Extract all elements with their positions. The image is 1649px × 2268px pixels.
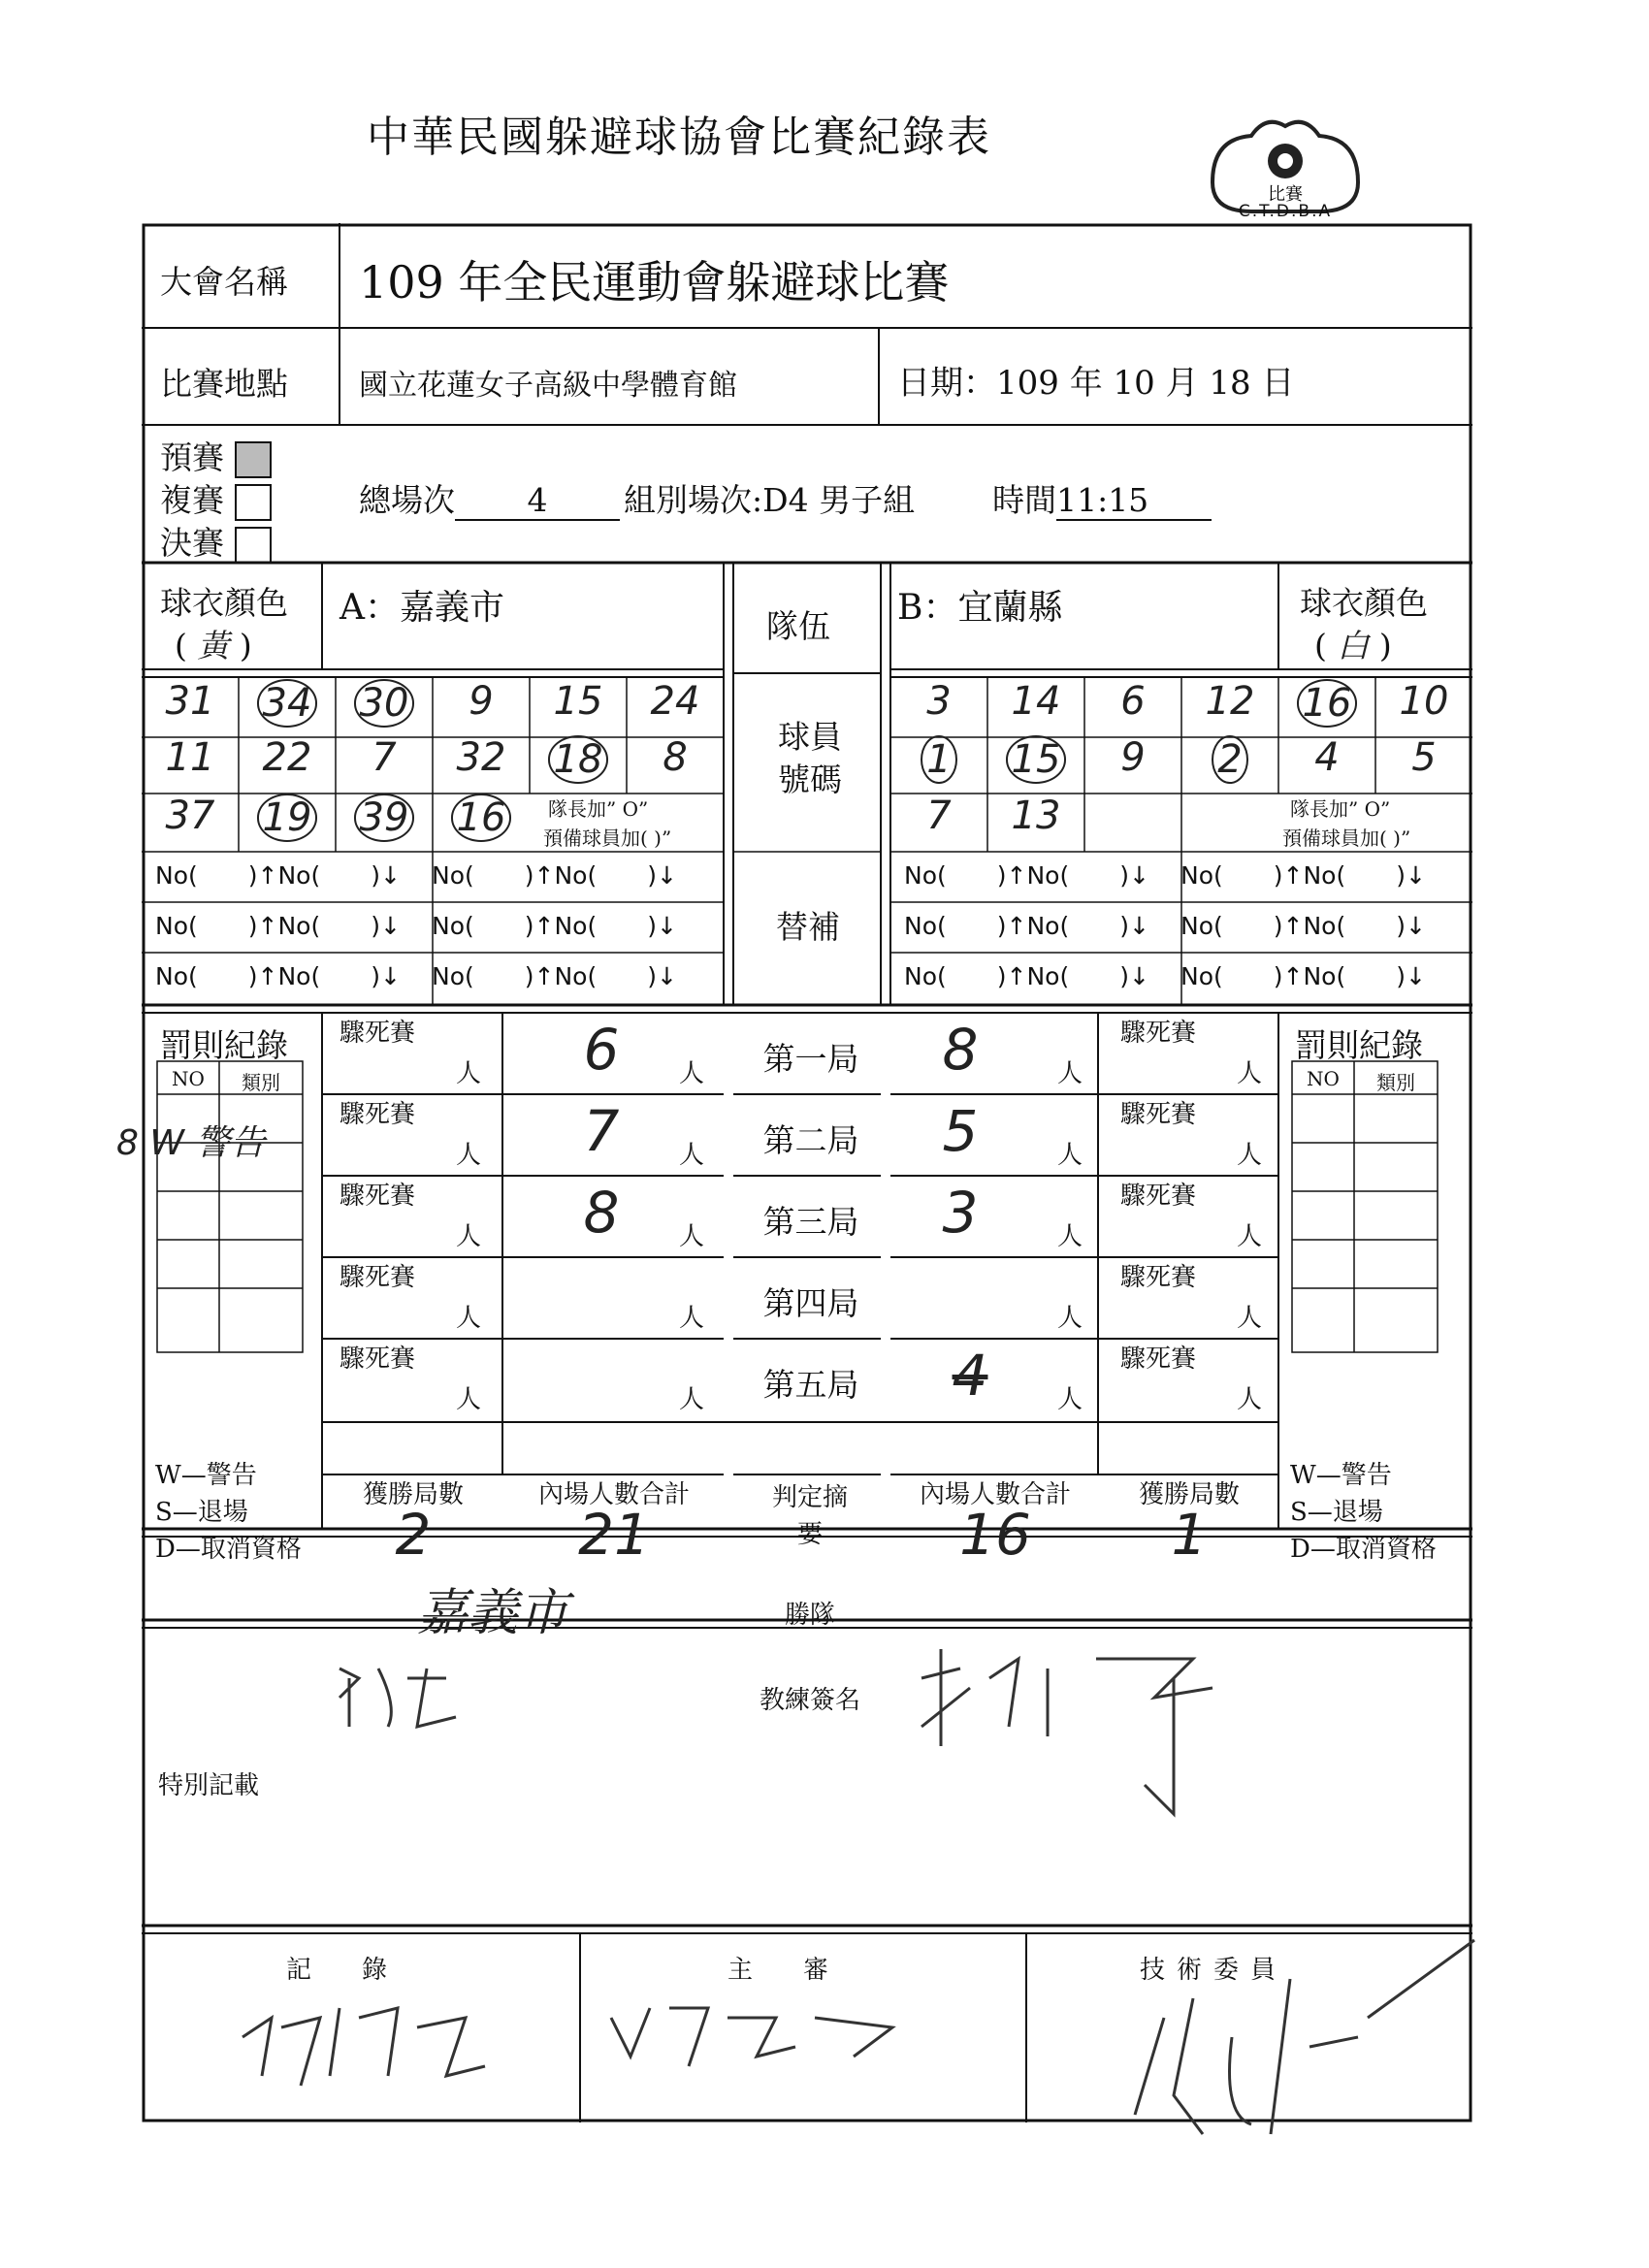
b-inner-total-label: 內場人數合計 xyxy=(919,1480,1071,1509)
a-set-unit: 人 xyxy=(679,1222,705,1251)
sub-down-label: )↓ xyxy=(371,912,401,940)
player-number xyxy=(987,735,1084,784)
player-number xyxy=(530,679,627,724)
player-number xyxy=(142,794,239,838)
b-sudden-death-unit: 人 xyxy=(1237,1222,1263,1251)
b-set-unit: 人 xyxy=(1057,1304,1083,1333)
a-inner-total: 21 xyxy=(578,1502,650,1568)
substitution-entry[interactable] xyxy=(155,962,401,990)
player-number xyxy=(1375,735,1472,780)
a-set-unit: 人 xyxy=(679,1059,705,1088)
player-number-value: 7 xyxy=(926,794,952,838)
player-number-value: 9 xyxy=(1120,735,1146,780)
player-number-value: 32 xyxy=(456,735,506,780)
repechage-label: 複賽 xyxy=(160,481,224,519)
recorder-signature xyxy=(233,1979,524,2095)
b-sudden-death-unit: 人 xyxy=(1237,1385,1263,1414)
team-b-name: B：宜蘭縣 xyxy=(897,588,1063,628)
b-sudden-death-label: 驟死賽 xyxy=(1120,1345,1197,1374)
player-number-value: 7 xyxy=(372,735,397,780)
set-name: 第一局 xyxy=(762,1040,859,1078)
player-number xyxy=(239,679,336,728)
b-set-unit: 人 xyxy=(1057,1222,1083,1251)
player-number-value: 31 xyxy=(165,679,215,724)
substitution-entry[interactable] xyxy=(155,912,401,940)
player-number xyxy=(627,735,724,780)
a-sudden-death-label: 驟死賽 xyxy=(340,1263,416,1292)
coach-b-signature xyxy=(902,1639,1290,1833)
logo-inner-text: 比賽 xyxy=(1268,184,1303,205)
a-inner-total-label: 內場人數合計 xyxy=(537,1480,690,1509)
sub-out-label: No( xyxy=(1180,861,1223,890)
a-set-unit: 人 xyxy=(679,1141,705,1170)
sub-out-label: No( xyxy=(432,861,474,890)
a-sets-won: 2 xyxy=(395,1502,432,1568)
sub-out-label: No( xyxy=(904,962,947,990)
sub-out-label: No( xyxy=(155,912,198,940)
player-number xyxy=(1278,679,1375,728)
b-sudden-death-label: 驟死賽 xyxy=(1120,1100,1197,1129)
meet-name-label: 大會名稱 xyxy=(160,263,288,301)
b-inner-total: 16 xyxy=(959,1502,1031,1568)
stage-prelim xyxy=(160,433,272,478)
jersey-label-a: 球衣顏色 xyxy=(160,584,288,622)
a-sudden-death-unit: 人 xyxy=(456,1059,482,1088)
player-number-value: 1 xyxy=(921,735,956,784)
b-set-unit: 人 xyxy=(1057,1385,1083,1414)
penalty-label-a: 罰則紀錄 xyxy=(160,1026,288,1064)
sub-out-label: No( xyxy=(155,861,198,890)
b-set-count: 3 xyxy=(942,1180,979,1246)
sub-out-label: No( xyxy=(904,861,947,890)
set-name: 第二局 xyxy=(762,1121,859,1159)
recorder-label: 記 錄 xyxy=(286,1956,388,1985)
sub-down-label: )↓ xyxy=(1396,912,1426,940)
group-match-label: 組別場次: xyxy=(624,481,763,519)
penalty-entry-a: 8 W 警告 xyxy=(116,1123,266,1163)
penalty-no-header-b: NO xyxy=(1307,1067,1340,1090)
legend-warning-b: W—警告 xyxy=(1290,1461,1392,1490)
sub-down-label: )↓ xyxy=(1119,861,1149,890)
a-sudden-death-label: 驟死賽 xyxy=(340,1100,416,1129)
committee-signature xyxy=(1077,1921,1484,2154)
player-number xyxy=(142,735,239,780)
sub-out-label: No( xyxy=(155,962,198,990)
legend-ejection-a: S—退場 xyxy=(155,1498,248,1527)
stage-final xyxy=(160,518,272,564)
special-notes-label: 特別記載 xyxy=(158,1771,260,1800)
b-sudden-death-unit: 人 xyxy=(1237,1141,1263,1170)
substitution-entry[interactable] xyxy=(155,861,401,890)
player-number xyxy=(1375,679,1472,724)
substitution-entry[interactable] xyxy=(432,861,677,890)
sub-out-label: No( xyxy=(904,912,947,940)
substitution-entry[interactable] xyxy=(904,962,1149,990)
date-label: 日期： xyxy=(897,364,996,403)
a-sudden-death-label: 驟死賽 xyxy=(340,1019,416,1048)
venue: 國立花蓮女子高級中學體育館 xyxy=(359,369,737,403)
jersey-color-b-value: 白 xyxy=(1337,627,1370,664)
penalty-type-header-a: 類別 xyxy=(242,1071,280,1094)
sub-up-label: )↑No( xyxy=(524,912,598,940)
committee-label: 技術委員 xyxy=(1140,1956,1288,1985)
referee-label: 主 審 xyxy=(728,1956,829,1985)
player-number-value: 3 xyxy=(926,679,952,724)
sub-up-label: )↑No( xyxy=(247,861,321,890)
player-number-value: 22 xyxy=(262,735,312,780)
b-sudden-death-label: 驟死賽 xyxy=(1120,1019,1197,1048)
player-number-value: 39 xyxy=(354,794,415,842)
substitution-entry[interactable] xyxy=(1180,912,1426,940)
jersey-color-a: ( 黃 ) xyxy=(175,627,252,664)
player-number-value: 4 xyxy=(1314,735,1340,780)
player-number-value: 8 xyxy=(663,735,688,780)
sub-down-label: )↓ xyxy=(371,861,401,890)
penalty-type-header-b: 類別 xyxy=(1376,1071,1415,1094)
player-number xyxy=(142,679,239,724)
player-number-value: 15 xyxy=(553,679,603,724)
player-number xyxy=(336,679,433,728)
b-sudden-death-label: 驟死賽 xyxy=(1120,1182,1197,1211)
b-sudden-death-unit: 人 xyxy=(1237,1304,1263,1333)
jersey-color-a-value: 黃 xyxy=(197,627,230,664)
sub-down-label: )↓ xyxy=(1119,962,1149,990)
player-number-value: 6 xyxy=(1120,679,1146,724)
stage-repechage xyxy=(160,475,272,521)
decision-label: 判定摘要 xyxy=(771,1483,848,1549)
a-sets-won-label: 獲勝局數 xyxy=(362,1480,464,1509)
date-month: 10 xyxy=(1113,364,1155,403)
player-number-value: 15 xyxy=(1006,735,1067,784)
a-sudden-death-label: 驟死賽 xyxy=(340,1345,416,1374)
a-set-unit: 人 xyxy=(679,1304,705,1333)
reserve-note-a: 預備球員加( )” xyxy=(543,826,672,850)
match-info-row xyxy=(359,475,1212,521)
winner-team: 嘉義市 xyxy=(417,1584,569,1642)
a-set-count: 7 xyxy=(583,1098,620,1164)
player-number-label: 球員號碼 xyxy=(778,718,842,798)
player-number-value: 30 xyxy=(354,679,415,728)
reserve-note-b: 預備球員加( )” xyxy=(1282,826,1411,850)
substitute-label: 替補 xyxy=(776,908,840,946)
sub-up-label: )↑No( xyxy=(996,962,1070,990)
player-number xyxy=(433,735,530,780)
prelim-label: 預賽 xyxy=(160,438,224,476)
player-number xyxy=(530,735,627,784)
sub-down-label: )↓ xyxy=(1119,912,1149,940)
final-label: 決賽 xyxy=(160,524,224,562)
b-set-unit: 人 xyxy=(1057,1141,1083,1170)
player-number-value: 24 xyxy=(650,679,700,724)
time-value: 11:15 xyxy=(1056,481,1212,521)
set-name: 第五局 xyxy=(762,1366,859,1404)
coach-signature-label: 教練簽名 xyxy=(759,1686,860,1715)
player-number-value: 16 xyxy=(1297,679,1358,728)
player-number xyxy=(336,794,433,842)
player-number xyxy=(239,735,336,780)
player-number xyxy=(336,735,433,780)
sub-out-label: No( xyxy=(432,962,474,990)
player-number-value: 19 xyxy=(257,794,318,842)
sub-up-label: )↑No( xyxy=(996,861,1070,890)
a-sudden-death-label: 驟死賽 xyxy=(340,1182,416,1211)
a-set-unit: 人 xyxy=(679,1385,705,1414)
time-label: 時間 xyxy=(992,481,1057,519)
legend-ejection-b: S—退場 xyxy=(1290,1498,1383,1527)
substitution-entry[interactable] xyxy=(904,912,1149,940)
sub-out-label: No( xyxy=(432,912,474,940)
player-number xyxy=(987,679,1084,724)
b-set-count: 5 xyxy=(942,1098,979,1164)
player-number xyxy=(627,679,724,724)
date-year-unit: 年 xyxy=(1069,364,1103,403)
sub-up-label: )↑No( xyxy=(996,912,1070,940)
player-number xyxy=(1084,735,1181,780)
penalty-no-header-a: NO xyxy=(172,1067,205,1090)
substitution-entry[interactable] xyxy=(1180,962,1426,990)
player-number-value: 18 xyxy=(548,735,609,784)
date-day: 18 xyxy=(1209,364,1251,403)
substitution-entry[interactable] xyxy=(432,912,677,940)
substitution-entry[interactable] xyxy=(432,962,677,990)
player-number-value: 16 xyxy=(451,794,512,842)
b-set-unit: 人 xyxy=(1057,1059,1083,1088)
legend-warning-a: W—警告 xyxy=(155,1461,257,1490)
a-sudden-death-unit: 人 xyxy=(456,1385,482,1414)
team-a-name: A：嘉義市 xyxy=(340,588,504,628)
a-sudden-death-unit: 人 xyxy=(456,1304,482,1333)
page-title: 中華民國躲避球協會比賽紀錄表 xyxy=(367,113,991,162)
sub-down-label: )↓ xyxy=(371,962,401,990)
substitution-entry[interactable] xyxy=(1180,861,1426,890)
player-number xyxy=(433,679,530,724)
legend-disqualify-b: D—取消資格 xyxy=(1290,1535,1437,1564)
meet-name: 109 年全民運動會躲避球比賽 xyxy=(359,256,950,308)
match-date xyxy=(897,356,1295,404)
total-match-value: 4 xyxy=(455,481,620,521)
player-number-value: 11 xyxy=(165,735,215,780)
sub-out-label: No( xyxy=(1180,962,1223,990)
sub-down-label: )↓ xyxy=(647,912,677,940)
sub-up-label: )↑No( xyxy=(524,861,598,890)
player-number xyxy=(1181,735,1278,784)
repechage-checkbox[interactable] xyxy=(235,484,272,521)
captain-note-a: 隊長加” O” xyxy=(548,797,649,821)
player-number xyxy=(433,794,530,842)
sub-out-label: No( xyxy=(1180,912,1223,940)
total-match-label: 總場次 xyxy=(359,481,455,519)
player-number xyxy=(1181,679,1278,724)
jersey-color-b: ( 白 ) xyxy=(1314,627,1392,664)
date-month-unit: 月 xyxy=(1165,364,1199,403)
player-number-value: 9 xyxy=(469,679,494,724)
sub-up-label: )↑No( xyxy=(1273,912,1346,940)
player-number-value: 10 xyxy=(1399,679,1449,724)
b-sets-won: 1 xyxy=(1171,1502,1208,1568)
a-sudden-death-unit: 人 xyxy=(456,1222,482,1251)
player-number-value: 5 xyxy=(1411,735,1437,780)
player-number xyxy=(890,735,987,784)
set-name: 第三局 xyxy=(762,1203,859,1241)
a-set-count: 8 xyxy=(583,1180,620,1246)
jersey-label-b: 球衣顏色 xyxy=(1300,584,1428,622)
group-match-value: D4 男子組 xyxy=(762,481,916,519)
sub-up-label: )↑No( xyxy=(1273,962,1346,990)
substitution-entry[interactable] xyxy=(904,861,1149,890)
player-number-value: 2 xyxy=(1212,735,1247,784)
team-label: 隊伍 xyxy=(766,607,830,645)
logo-caption: C.T.D.B.A xyxy=(1238,202,1333,221)
prelim-checkbox[interactable] xyxy=(235,441,272,478)
player-number xyxy=(890,794,987,838)
player-number-value: 12 xyxy=(1205,679,1255,724)
a-sudden-death-unit: 人 xyxy=(456,1141,482,1170)
penalty-label-b: 罰則紀錄 xyxy=(1295,1026,1423,1064)
date-year: 109 xyxy=(996,364,1059,403)
b-set-count: 8 xyxy=(942,1017,979,1083)
sub-up-label: )↑No( xyxy=(524,962,598,990)
captain-note-b: 隊長加” O” xyxy=(1290,797,1391,821)
player-number-value: 14 xyxy=(1011,679,1061,724)
legend-disqualify-a: D—取消資格 xyxy=(155,1535,302,1564)
b-sets-won-label: 獲勝局數 xyxy=(1138,1480,1240,1509)
player-number-value: 13 xyxy=(1011,794,1061,838)
sub-down-label: )↓ xyxy=(647,861,677,890)
sub-up-label: )↑No( xyxy=(1273,861,1346,890)
player-number-value: 34 xyxy=(257,679,318,728)
final-checkbox[interactable] xyxy=(235,527,272,564)
b-sudden-death-unit: 人 xyxy=(1237,1059,1263,1088)
player-number xyxy=(1278,735,1375,780)
sub-down-label: )↓ xyxy=(1396,861,1426,890)
player-number xyxy=(987,794,1084,838)
b-sudden-death-label: 驟死賽 xyxy=(1120,1263,1197,1292)
player-number xyxy=(1084,679,1181,724)
sub-down-label: )↓ xyxy=(647,962,677,990)
date-day-unit: 日 xyxy=(1261,364,1295,403)
a-set-count: 6 xyxy=(583,1017,620,1083)
venue-label: 比賽地點 xyxy=(160,365,288,403)
sub-up-label: )↑No( xyxy=(247,912,321,940)
coach-a-signature xyxy=(320,1649,475,1736)
player-number-value: 37 xyxy=(165,794,215,838)
referee-signature xyxy=(601,1979,931,2076)
sub-down-label: )↓ xyxy=(1396,962,1426,990)
player-number xyxy=(890,679,987,724)
b-fifth-set-crossed: 4 xyxy=(952,1343,988,1409)
player-number xyxy=(239,794,336,842)
set-name: 第四局 xyxy=(762,1284,859,1322)
sub-up-label: )↑No( xyxy=(247,962,321,990)
winner-label: 勝隊 xyxy=(784,1601,835,1630)
